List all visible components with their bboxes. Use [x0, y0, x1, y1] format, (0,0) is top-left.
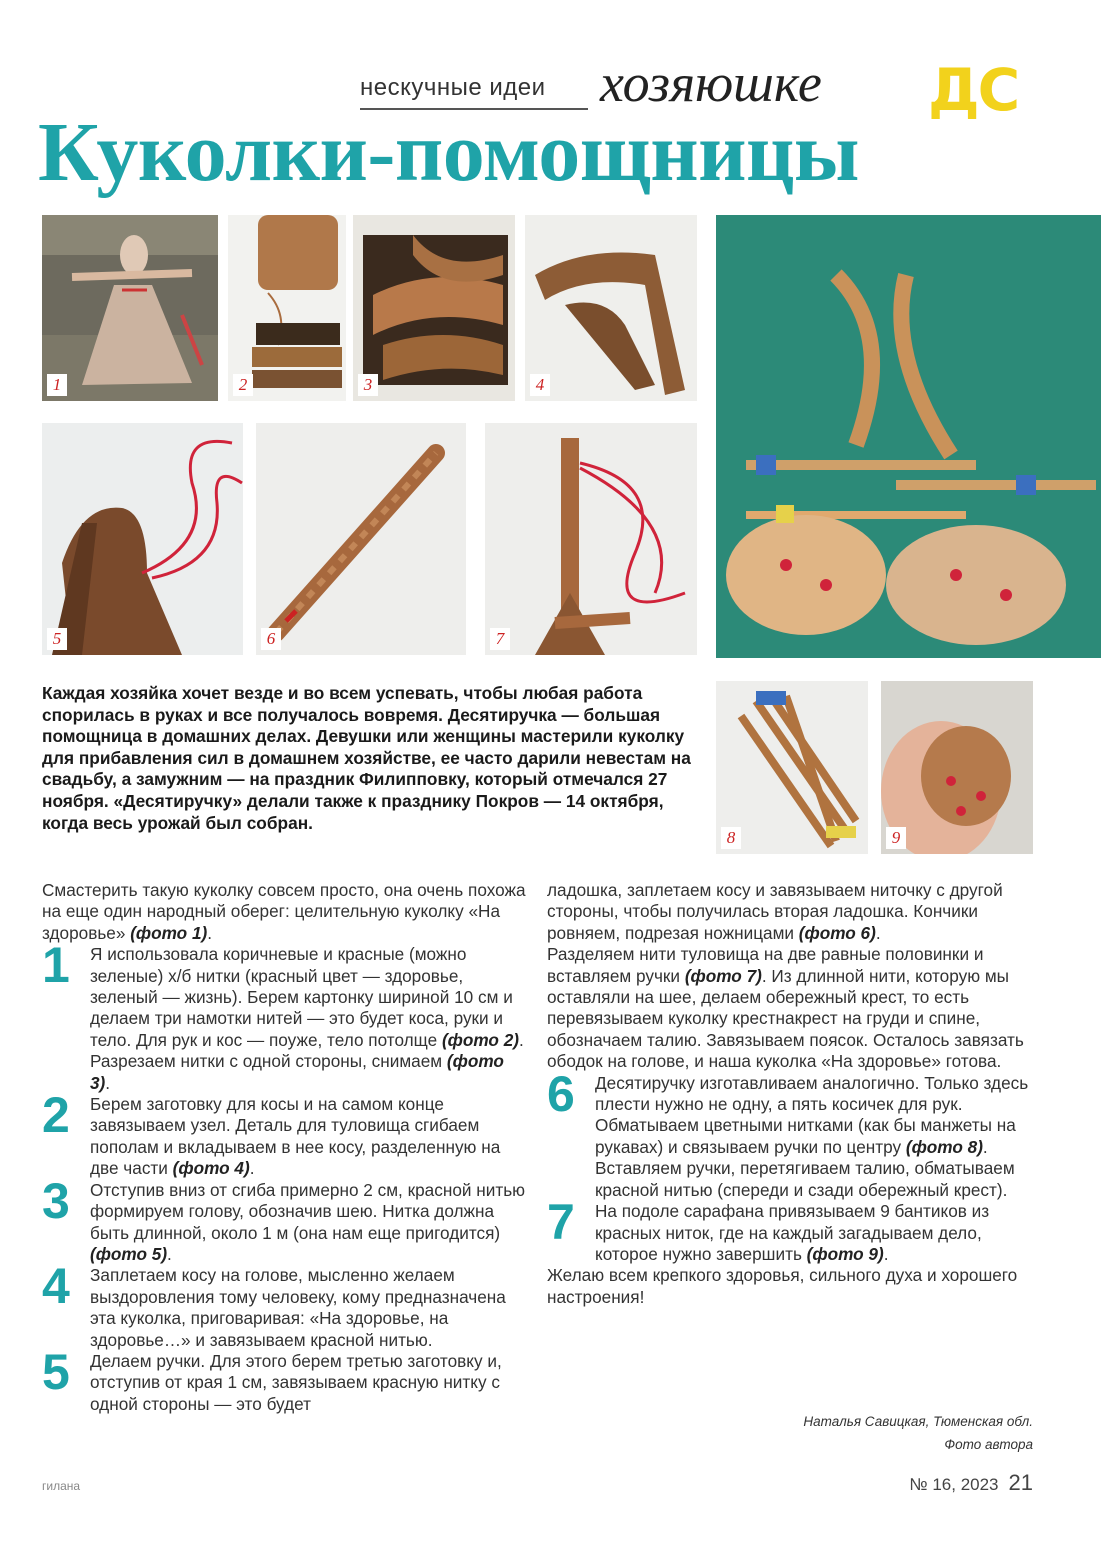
photo-number: 4: [530, 374, 550, 396]
photo-number: 6: [261, 628, 281, 650]
photo-ref: (фото 7): [684, 965, 762, 986]
photo-number: 1: [47, 374, 67, 396]
footer-watermark: гилана: [42, 1479, 81, 1493]
photo-1: [42, 215, 218, 401]
step-text: Берем заготовку для косы и на самом конце завязываем узел. Деталь для туловища сгибаем пополам и вкладываем в нее косу, разделенную на две части: [90, 1094, 501, 1179]
step-text: Делаем ручки. Для этого берем третью заготовку и, отступив от края 1 см, завязываем красную нитку с одной стороны — это будет: [90, 1350, 502, 1414]
photo-2: [228, 215, 346, 401]
author-name: Наталья Савицкая, Тюменская обл.: [803, 1414, 1033, 1429]
rubric-title: хозяюшке: [600, 53, 822, 113]
lead-paragraph: Каждая хозяйка хочет везде и во всем успевать, чтобы любая работа спорилась в руках и все получалось вовремя. Десятиручка — большая помощница в домашних делах. Девушки или женщины мастерили куколку для прибавления сил в домашнем хозяйстве, ее часто дарили невестам на свадьбу, а замужним — на праздник Филипповку, который отмечался 27 ноября. «Десятиручку» делали также к празднику Покров — 14 октября, когда весь урожай был собран.: [42, 683, 691, 833]
magazine-logo: ДС: [928, 56, 1019, 124]
step-text: . Вставляем ручки, перетягиваем талию, обматываем красной нитью (спереди и сзади обережный крест).: [595, 1136, 1015, 1200]
step-text: На подоле сарафана привязываем 9 бантиков из красных ниток, где на каждый загадываем дело, которое нужно завершить: [595, 1201, 990, 1264]
issue-number: № 16, 2023: [909, 1475, 999, 1494]
step-text: . Разрезаем нитки с одной стороны, снимаем: [90, 1029, 524, 1072]
hero-image: [716, 215, 1101, 658]
footer-issue: [909, 1470, 1033, 1496]
photo-5-image: [42, 423, 243, 655]
step-number: 5: [42, 1343, 70, 1400]
photo-ref: (фото 8): [905, 1136, 983, 1157]
photo-ref: (фото 4): [172, 1158, 250, 1179]
photo-7: [485, 423, 697, 655]
step-text: Заплетаем косу на голове, мысленно желаем выздоровления тому человеку, кому предназначена эта куколка, приговаривая: «На здоровье, на здоровье…» и завязываем красной нитью.: [90, 1265, 506, 1350]
photo-ref: (фото 9): [806, 1243, 884, 1264]
photo-9: [881, 681, 1033, 854]
step-2: [42, 1087, 528, 1180]
page-number: 21: [1008, 1470, 1033, 1495]
step-text: .: [167, 1243, 172, 1264]
photo-number: 2: [233, 374, 253, 396]
photo-ref: (фото 1): [130, 922, 208, 943]
paragraph-text: ладошка, заплетаем косу и завязываем ниточку с другой стороны, чтобы получилась вторая ладошка. Кончики ровняем, подрезая ножницами: [547, 880, 1003, 943]
step-text: Отступив вниз от сгиба примерно 2 см, красной нитью формируем голову, обозначив шею. Нитка должна быть длинной, около 1 м (она нам еще пригодится): [90, 1179, 526, 1243]
step-3: [42, 1172, 528, 1266]
article-title: Куколки-помощницы: [38, 106, 859, 199]
step-number: 3: [42, 1172, 70, 1229]
photo-number: 7: [490, 628, 510, 650]
photo-4-image: [525, 215, 697, 401]
paragraph-text: .: [875, 922, 881, 943]
closing-paragraph: Желаю всем крепкого здоровья, сильного духа и хорошего настроения!: [547, 1265, 1018, 1307]
photo-5: [42, 423, 243, 655]
step-1: [42, 937, 528, 1094]
step-5: [42, 1343, 528, 1415]
step-text: Я использовала коричневые и красные (можно зеленые) х/б нитки (красный цвет — здоровье, зеленый — жизнь). Берем картонку шириной 10 см и делаем три намотки нитей — это будет коса, руки и тело. Для рук и кос — поуже, тело потолще: [90, 944, 513, 1050]
step-text: .: [105, 1072, 111, 1093]
photo-number: 3: [358, 374, 378, 396]
step-number: 7: [547, 1194, 575, 1251]
rubric-small: нескучные идеи: [360, 74, 546, 101]
step-text: .: [249, 1158, 255, 1179]
paragraph-text: Разделяем нити туловища на две равные половинки и вставляем ручки: [547, 944, 984, 986]
body-column-1: [42, 880, 528, 1415]
step-4: [42, 1258, 528, 1351]
paragraph-assembly: [547, 944, 1037, 1072]
photo-hero-dolls: [716, 215, 1101, 658]
step-number: 6: [547, 1065, 575, 1122]
intro-end: .: [207, 922, 213, 943]
photo-4: [525, 215, 697, 401]
paragraph-text: . Из длинной нити, которую мы оставляли на шее, делаем обережный крест, то есть перевязываем куколку крестнакрест на груди и спине, обозначаем талию. Завязываем поясок. Осталось завязать ободок на голове, и наша куколка «На здоровье» готова.: [547, 965, 1024, 1072]
photo-3: [353, 215, 515, 401]
photo-1-image: [42, 215, 218, 401]
step-7: [547, 1194, 1037, 1265]
step-number: 2: [42, 1087, 70, 1144]
step-6: [547, 1065, 1037, 1201]
photo-number: 5: [47, 628, 67, 650]
photo-6: [256, 423, 466, 655]
step-number: 1: [42, 937, 70, 994]
photo-ref: (фото 2): [441, 1029, 519, 1050]
photo-6-image: [256, 423, 466, 655]
photo-number: 9: [886, 827, 906, 849]
intro-paragraph: [42, 880, 528, 944]
author-credit: [803, 1410, 1033, 1456]
photo-ref: (фото 6): [798, 922, 876, 943]
photo-credit: Фото автора: [944, 1437, 1033, 1452]
intro-text: Смастерить такую куколку совсем просто, она очень похожа на еще один народный оберег: целительную куколку «На здоровье»: [42, 880, 526, 943]
step-text: Десятиручку изготавливаем аналогично. Только здесь плести нужно не одну, а пять косичек для рук. Обматываем цветными нитками (как бы манжеты на рукавах) и связываем ручки по центру: [595, 1072, 1029, 1157]
photo-8: [716, 681, 868, 854]
photo-ref: (фото 3): [90, 1051, 504, 1093]
photo-7-image: [485, 423, 697, 655]
body-column-2: [547, 880, 1037, 1308]
continued-paragraph: [547, 880, 1037, 944]
photo-ref: (фото 5): [90, 1243, 168, 1264]
photo-number: 8: [721, 827, 741, 849]
step-number: 4: [42, 1258, 70, 1315]
step-text: .: [883, 1243, 889, 1264]
